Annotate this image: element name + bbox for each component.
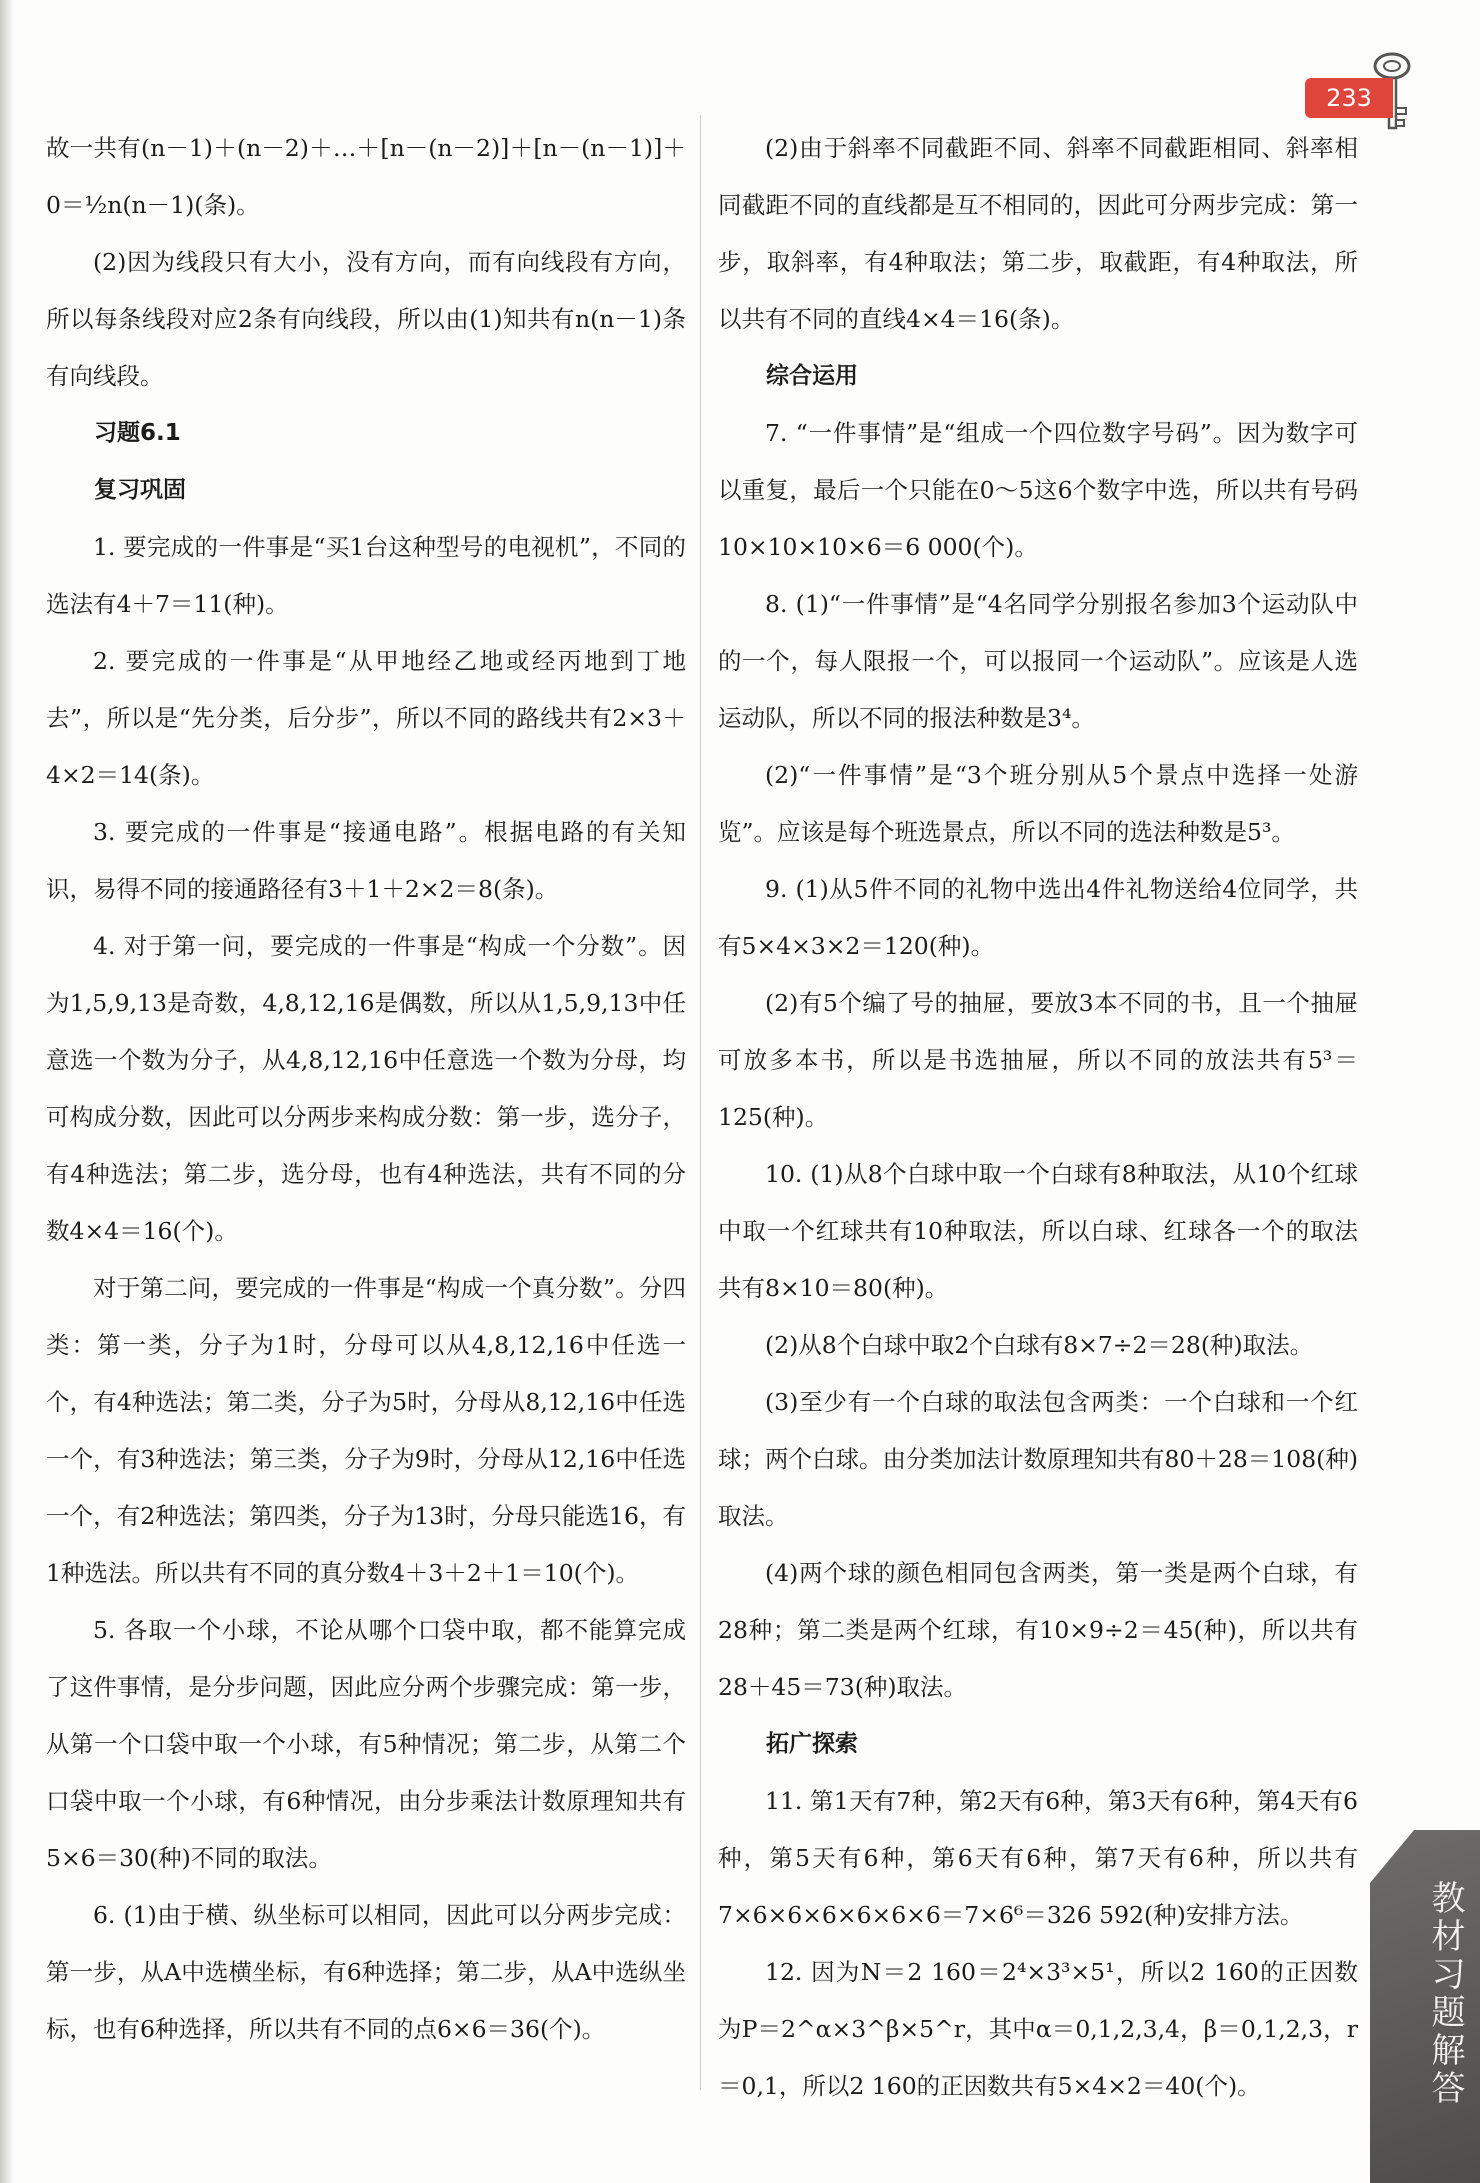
page-number: 233 — [1305, 78, 1393, 118]
answer-paragraph: (4)两个球的颜色相同包含两类，第一类是两个白球，有28种；第二类是两个红球，有10×9÷2＝45(种)，所以共有28＋45＝73(种)取法。 — [718, 1559, 1358, 1701]
answer-paragraph: 故一共有(n－1)＋(n－2)＋…＋[n－(n－2)]＋[n－(n－1)]＋0＝½n(n－1)(条)。 — [46, 134, 686, 219]
answer-paragraph: 4. 对于第一问，要完成的一件事是“构成一个分数”。因为1,5,9,13是奇数，4,8,12,16是偶数，所以从1,5,9,13中任意选一个数为分子，从4,8,12,16中任意选一个数为分母，均可构成分数，因此可以分两步来构成分数：第一步，选分子，有4种选法；第二步，选分母，也有4种选法，共有不同的分数4×4＝16(个)。 — [46, 932, 686, 1245]
answer-paragraph: (2)“一件事情”是“3个班分别从5个景点中选择一处游览”。应该是每个班选景点，所以不同的选法种数是5³。 — [718, 761, 1358, 846]
answer-paragraph: 8. (1)“一件事情”是“4名同学分别报名参加3个运动队中的一个，每人限报一个，可以报同一个运动队”。应该是人选运动队，所以不同的报法种数是3⁴。 — [718, 590, 1358, 732]
section-heading: 综合运用 — [766, 363, 858, 389]
chapter-side-tab-label: 教材习题解答 — [1425, 1880, 1465, 2108]
column-divider — [700, 115, 701, 2090]
answer-paragraph: (3)至少有一个白球的取法包含两类：一个白球和一个红球；两个白球。由分类加法计数原理知共有80＋28＝108(种)取法。 — [718, 1388, 1358, 1530]
answer-paragraph: 6. (1)由于横、纵坐标可以相同，因此可以分两步完成：第一步，从A中选横坐标，有6种选择；第二步，从A中选纵坐标，也有6种选择，所以共有不同的点6×6＝36(个)。 — [46, 1901, 686, 2043]
answer-paragraph: 2. 要完成的一件事是“从甲地经乙地或经丙地到丁地去”，所以是“先分类，后分步”，所以不同的路线共有2×3＋4×2＝14(条)。 — [46, 647, 686, 789]
answer-paragraph: (2)因为线段只有大小，没有方向，而有向线段有方向，所以每条线段对应2条有向线段，所以由(1)知共有n(n－1)条有向线段。 — [46, 248, 686, 390]
answer-paragraph: (2)有5个编了号的抽屉，要放3本不同的书，且一个抽屉可放多本书，所以是书选抽屉，所以不同的放法共有5³＝125(种)。 — [718, 989, 1358, 1131]
answer-paragraph: 10. (1)从8个白球中取一个白球有8种取法，从10个红球中取一个红球共有10种取法，所以白球、红球各一个的取法共有8×10＝80(种)。 — [718, 1160, 1358, 1302]
left-column — [46, 120, 686, 2058]
section-heading: 习题6.1 — [94, 420, 181, 446]
section-heading: 拓广探索 — [766, 1731, 858, 1757]
right-column — [718, 120, 1358, 2115]
section-heading: 复习巩固 — [94, 477, 186, 503]
answer-paragraph: 5. 各取一个小球，不论从哪个口袋中取，都不能算完成了这件事情，是分步问题，因此应分两个步骤完成：第一步，从第一个口袋中取一个小球，有5种情况；第二步，从第二个口袋中取一个小球，有6种情况，由分步乘法计数原理知共有5×6＝30(种)不同的取法。 — [46, 1616, 686, 1872]
answer-paragraph: (2)由于斜率不同截距不同、斜率不同截距相同、斜率相同截距不同的直线都是互不相同的，因此可分两步完成：第一步，取斜率，有4种取法；第二步，取截距，有4种取法，所以共有不同的直线4×4＝16(条)。 — [718, 134, 1358, 333]
answer-paragraph: 11. 第1天有7种，第2天有6种，第3天有6种，第4天有6种，第5天有6种，第6天有6种，第7天有6种，所以共有7×6×6×6×6×6×6＝7×6⁶＝326 592(种)安排方法。 — [718, 1787, 1358, 1929]
answer-paragraph: 7. “一件事情”是“组成一个四位数字号码”。因为数字可以重复，最后一个只能在0～5这6个数字中选，所以共有号码10×10×10×6＝6 000(个)。 — [718, 419, 1358, 561]
answer-paragraph: 3. 要完成的一件事是“接通电路”。根据电路的有关知识，易得不同的接通路径有3＋1＋2×2＝8(条)。 — [46, 818, 686, 903]
answer-paragraph: (2)从8个白球中取2个白球有8×7÷2＝28(种)取法。 — [765, 1331, 1314, 1359]
answer-paragraph: 对于第二问，要完成的一件事是“构成一个真分数”。分四类：第一类，分子为1时，分母可以从4,8,12,16中任选一个，有4种选法；第二类，分子为5时，分母从8,12,16中任选一个，有3种选法；第三类，分子为9时，分母从12,16中任选一个，有2种选法；第四类，分子为13时，分母只能选16，有1种选法。所以共有不同的真分数4＋3＋2＋1＝10(个)。 — [46, 1274, 686, 1587]
answer-paragraph: 12. 因为N＝2 160＝2⁴×3³×5¹，所以2 160的正因数为P＝2^α×3^β×5^r，其中α＝0,1,2,3,4，β＝0,1,2,3，r＝0,1，所以2 160的正因数共有5×4×2＝40(个)。 — [718, 1958, 1358, 2100]
answer-paragraph: 1. 要完成的一件事是“买1台这种型号的电视机”，不同的选法有4＋7＝11(种)。 — [46, 533, 686, 618]
answer-paragraph: 9. (1)从5件不同的礼物中选出4件礼物送给4位同学，共有5×4×3×2＝120(种)。 — [718, 875, 1358, 960]
book-spine-shadow — [0, 0, 14, 2183]
